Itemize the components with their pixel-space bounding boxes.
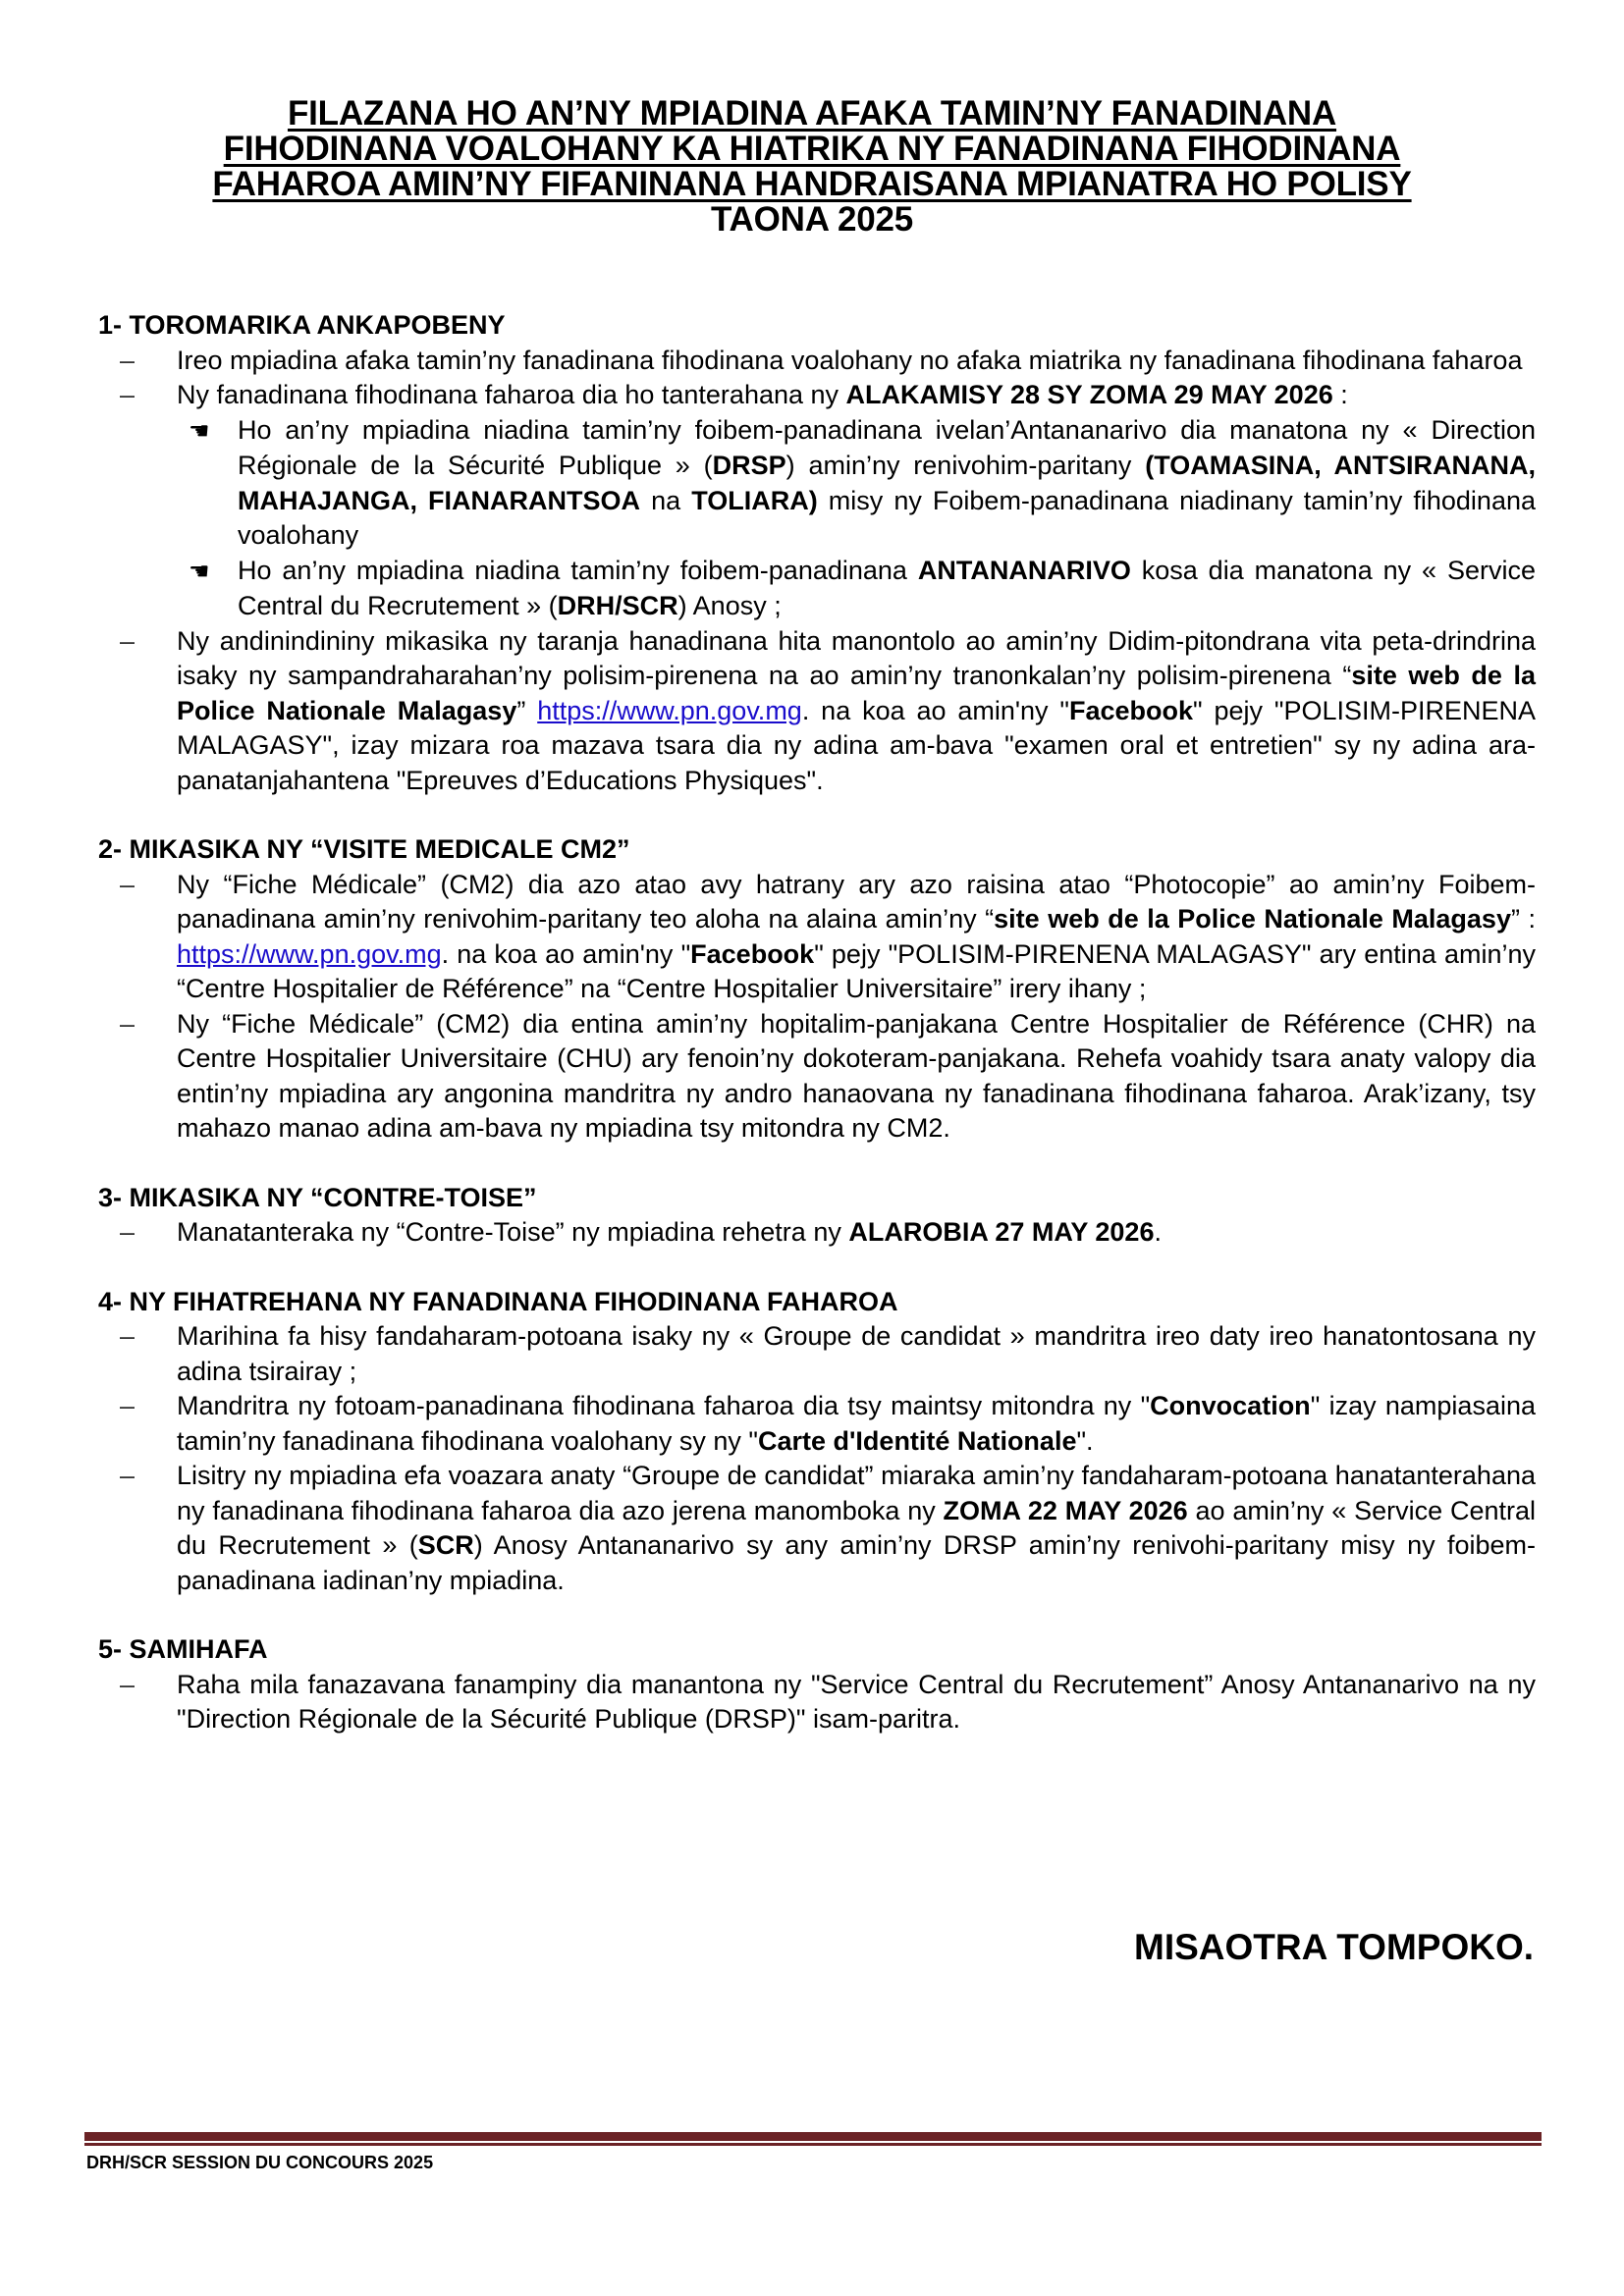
- bold-text: (TOAMASINA, ANTSIRANANA, MAHAJANGA, FIANARANTSOA: [238, 451, 1536, 515]
- section-heading: 4- NY FIHATREHANA NY FANADINANA FIHODINANA FAHAROA: [98, 1286, 898, 1316]
- item-text: Marihina fa hisy fandaharam-potoana isaky ny « Groupe de candidat » mandritra ireo daty ireo hanatontosana ny adina tsirairay ;: [177, 1321, 1536, 1386]
- item-text: " pejy "POLISIM-PIRENENA MALAGASY" ary entina amin’ny “Centre Hospitalier de Référence” na “Centre Hospitalier Universitaire” irery ihany ;: [177, 938, 1536, 1003]
- item-text: . na koa ao amin'ny ": [441, 938, 691, 969]
- item-text: Ny “Fiche Médicale” (CM2) dia azo atao avy hatrany ary azo raisina atao “Photocopie” ao amin’ny Foibem-panadinana amin’ny renivohim-paritany teo aloha na alaina amin’ny “: [177, 869, 1536, 934]
- section-4: [98, 1285, 1536, 1599]
- item-text: . na koa ao amin'ny ": [801, 695, 1069, 725]
- list-item: [98, 1319, 1536, 1389]
- item-text: :: [1332, 380, 1348, 409]
- item-text: .: [1154, 1217, 1162, 1247]
- bold-text: DRH/SCR: [557, 591, 678, 620]
- footer-text: DRH/SCR SESSION DU CONCOURS 2025: [86, 2153, 434, 2172]
- document-title: [98, 96, 1526, 238]
- section-5: [98, 1632, 1536, 1737]
- item-text: Raha mila fanazavana fanampiny dia manantona ny "Service Central du Recrutement” Anosy Antananarivo na ny "Direction Régionale de la Sécurité Publique (DRSP)" isam-paritra.: [177, 1669, 1536, 1734]
- item-text: ".: [1076, 1425, 1094, 1456]
- list-item: [98, 378, 1536, 413]
- dash-icon: –: [120, 380, 135, 409]
- sub-text: Ho an’ny mpiadina niadina tamin’ny foibem-panadinana: [238, 555, 918, 585]
- dash-icon: –: [120, 625, 135, 656]
- bold-text: ANTANANARIVO: [917, 555, 1131, 585]
- footer-rule-thin: [84, 2143, 1542, 2146]
- pointing-hand-icon: ☚: [189, 416, 210, 445]
- sub-text: ) amin’ny renivohim-paritany: [785, 451, 1146, 480]
- list-item: [98, 624, 1536, 799]
- pointing-hand-icon: ☚: [189, 557, 210, 585]
- dash-icon: –: [120, 1321, 135, 1351]
- item-text: ) Anosy Antananarivo sy any amin’ny DRSP amin’ny renivohi-paritany misy ny foibem-panadinana iadinan’ny mpiadina.: [177, 1530, 1537, 1595]
- bold-text: Convocation: [1150, 1391, 1311, 1420]
- bold-text: Facebook: [1068, 695, 1194, 725]
- exam-dates: ALAKAMISY 28 SY ZOMA 29 MAY 2026: [845, 380, 1333, 409]
- list-item: [98, 1459, 1536, 1598]
- item-text: Mandritra ny fotoam-panadinana fihodinana faharoa dia tsy maintsy mitondra ny ": [177, 1391, 1151, 1420]
- footer-rule-thick: [84, 2132, 1542, 2141]
- bold-text: DRSP: [712, 451, 786, 480]
- item-text: Ny fanadinana fihodinana faharoa dia ho tanterahana ny: [177, 380, 846, 409]
- website-link[interactable]: https://www.pn.gov.mg: [537, 695, 802, 725]
- dash-icon: –: [120, 1008, 135, 1039]
- closing-text: MISAOTRA TOMPOKO.: [1134, 1927, 1534, 1967]
- dash-icon: –: [120, 869, 135, 899]
- title-line-3: FAHAROA AMIN’NY FIFANINANA HANDRAISANA MPIANATRA HO POLISY: [212, 165, 1412, 203]
- list-item: [98, 1389, 1536, 1459]
- dash-icon: –: [120, 1461, 135, 1490]
- sub-text: kosa dia manatona ny « Service Central du Recrutement » (: [238, 555, 1536, 620]
- bold-text: Carte d'Identité Nationale: [757, 1425, 1077, 1456]
- dash-icon: –: [120, 1217, 135, 1247]
- bold-text: ZOMA 22 MAY 2026: [943, 1495, 1188, 1525]
- item-text: Ny andinindininy mikasika ny taranja hanadinana hita manontolo ao amin’ny Didim-pitondrana vita peta-drindrina isaky ny sampandraharahan’ny polisim-pirenena na ao amin’ny tranonkalan’ny polisim-pirenena “: [177, 625, 1536, 690]
- sub-text: na: [640, 485, 692, 515]
- bold-text: site web de la Police Nationale Malagasy: [994, 904, 1511, 934]
- sub-text: ) Anosy ;: [677, 591, 782, 620]
- dash-icon: –: [120, 345, 135, 375]
- contre-toise-date: ALAROBIA 27 MAY 2026: [848, 1217, 1155, 1247]
- section-3: [98, 1181, 1536, 1251]
- item-text: ”: [516, 695, 538, 725]
- dash-icon: –: [120, 1669, 135, 1699]
- website-link[interactable]: https://www.pn.gov.mg: [177, 938, 442, 969]
- section-heading: 3- MIKASIKA NY “CONTRE-TOISE”: [98, 1182, 537, 1212]
- item-text: Manatanteraka ny “Contre-Toise” ny mpiadina rehetra ny: [177, 1217, 849, 1247]
- title-line-2: FIHODINANA VOALOHANY KA HIATRIKA NY FANADINANA FIHODINANA: [223, 130, 1401, 168]
- bold-text: Facebook: [690, 938, 815, 969]
- list-item: [98, 1007, 1536, 1147]
- sub-item: [98, 413, 1536, 554]
- bold-text: site web de la Police Nationale Malagasy: [177, 661, 1536, 725]
- item-text: ” :: [1510, 904, 1536, 934]
- item-text: ao amin’ny « Service Central du Recrutement » (: [177, 1495, 1536, 1560]
- list-item: [98, 344, 1536, 379]
- section-2: [98, 832, 1536, 1147]
- section-1: [98, 308, 1536, 798]
- dash-icon: –: [120, 1391, 135, 1420]
- bold-text: TOLIARA): [691, 485, 818, 515]
- item-text: Ireo mpiadina afaka tamin’ny fanadinana fihodinana voalohany no afaka miatrika ny fanadinana fihodinana faharoa: [177, 345, 1523, 375]
- document-body: [98, 308, 1536, 1772]
- list-item: [98, 1215, 1536, 1251]
- sub-text: misy ny Foibem-panadinana niadinany tamin’ny fihodinana voalohany: [238, 485, 1536, 550]
- list-item: [98, 1668, 1536, 1737]
- bold-text: SCR: [417, 1530, 474, 1560]
- section-heading: 2- MIKASIKA NY “VISITE MEDICALE CM2”: [98, 834, 630, 864]
- section-heading: 5- SAMIHAFA: [98, 1634, 268, 1664]
- list-item: [98, 868, 1536, 1007]
- sub-text: Ho an’ny mpiadina niadina tamin’ny foibem-panadinana ivelan’Antananarivo dia manatona ny « Direction Régionale de la Sécurité Publique » (: [238, 414, 1536, 480]
- item-text: " pejy "POLISIM-PIRENENA MALAGASY", izay mizara roa mazava tsara dia ny adina am-bava "examen oral et entretien" sy ny adina ara-panatanjahantena "Epreuves d’Educations Physiques".: [177, 695, 1536, 795]
- sub-item: [98, 554, 1536, 624]
- item-text: Ny “Fiche Médicale” (CM2) dia entina amin’ny hopitalim-panjakana Centre Hospitalier de Référence (CHR) na Centre Hospitalier Universitaire (CHU) ary fenoin’ny dokoteram-panjakana. Rehefa voahidy tsara anaty valopy dia entin’ny mpiadina ary angonina mandritra ny andro hanaovana ny fanadinana fihodinana faharoa. Arak’izany, tsy mahazo manao adina am-bava ny mpiadina tsy mitondra ny CM2.: [177, 1008, 1536, 1143]
- title-line-1: FILAZANA HO AN’NY MPIADINA AFAKA TAMIN’NY FANADINANA: [287, 94, 1337, 133]
- item-text: Lisitry ny mpiadina efa voazara anaty “Groupe de candidat” miaraka amin’ny fandaharam-potoana hanatanterahana ny fanadinana fihodinana faharoa dia azo jerena manomboka ny: [177, 1461, 1536, 1525]
- item-text: " izay nampiasaina tamin’ny fanadinana fihodinana voalohany sy ny ": [177, 1391, 1536, 1456]
- section-heading: 1- TOROMARIKA ANKAPOBENY: [98, 310, 506, 340]
- title-line-4: TAONA 2025: [710, 200, 914, 239]
